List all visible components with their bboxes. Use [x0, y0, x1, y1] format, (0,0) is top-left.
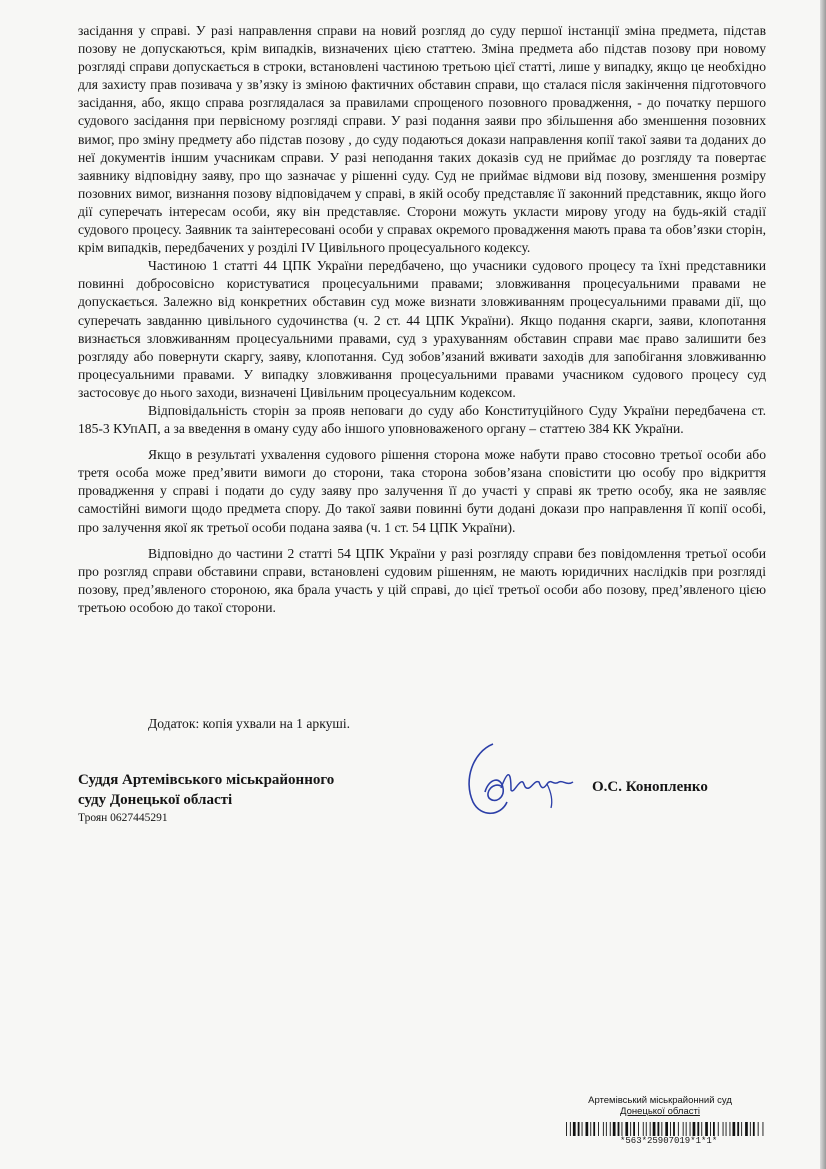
paragraph-4: Якщо в результаті ухвалення судового рішення сторона може набути право стосовно третьої особи або третя особа може пред’явити вимоги до сторони, така сторона зобов’язана сповістити цю особу про відкриття провадження у справі і подати до суду заяву про залучення її до участі у справі як третю особу, яка не заявляє самостійні вимоги щодо предмета спору. До такої заяви повинні бути додані докази про направлення її копії особі, про залучення якої як третьої особи подана заява (ч. 1 ст. 54 ЦПК України).	[78, 447, 766, 535]
paragraph-1: засідання у справі. У разі направлення справи на новий розгляд до суду першої інстанції зміна предмета, підстав позову не допускаються, крім випадків, визначених цією статтею. Зміна предмета або підстав позову при новому розгляді справи допускається в строки, встановлені частиною третьою цієї статті, лише у випадку, якщо це необхідно для захисту прав позивача у зв’язку із зміною фактичних обставин справи, що сталася після закінчення підготовчого засідання, або, якщо справа розглядалася за правилами спрощеного позовного провадження, - до початку першого судового засідання при первісному розгляді справи. У разі подання заяви про збільшення або зменшення позовних вимог, про зміну предмету або підстав позову , до суду подаються докази направлення копії такої заяви та доданих до неї документів іншим учасникам справи. У разі неподання таких доказів суд не приймає до розгляду та повертає заявнику відповідну заяву, про що зазначає у рішенні суду. Суд не приймає відмови від позову, зменшення розміру позовних вимог, визнання позову відповідачем у справі, в якій особу представляє її законний представник, якщо його дії суперечать інтересам особи, яку він представляє. Сторони можуть укласти мирову угоду на будь-якій стадії судового процесу. Заявник та заінтересовані особи у справах окремого провадження мають права та обов’язки сторін, крім випадків, передбачених у розділі IV Цивільного процесуального кодексу.	[78, 23, 766, 256]
paragraph-5: Відповідно до частини 2 статті 54 ЦПК України у разі розгляду справи без повідомлення третьої особи про розгляд справи обставини справи, встановлені судовим рішенням, не мають юридичних наслідків при розгляді позову, пред’явленого стороною, яка брала участь у цій справі, до цієї третьої особи або позову, пред’явленого цією третьою особою до такої сторони.	[78, 545, 766, 615]
document-body	[78, 22, 766, 617]
paragraph-2: Частиною 1 статті 44 ЦПК України передбачено, що учасники судового процесу та їхні представники повинні добросовісно користуватися процесуальними правами; зловживання процесуальними правами не допускається. Залежно від конкретних обставин суд може визнати зловживанням процесуальними правами дії, що суперечать завданню цивільного судочинства (ч. 2 ст. 44 ЦПК України). Якщо подання скарги, заяви, клопотання визнається зловживанням процесуальними правами, суд з урахуванням обставин справи має право залишити без розгляду або повернути скаргу, заяву, клопотання. Суд зобов’язаний вживати заходів для запобігання зловживанню процесуальними правами. У випадку зловживання процесуальними правами учасником судового процесу суд застосовує до нього заходи, визначені Цивільним процесуальним кодексом.	[78, 258, 766, 400]
clerk-contact: Троян 0627445291	[78, 812, 168, 824]
judge-name: О.С. Конопленко	[592, 779, 708, 795]
judge-title-line2: суду Донецької області	[78, 792, 233, 808]
barcode	[566, 1122, 766, 1136]
court-stamp	[560, 1095, 760, 1117]
attachment-note: Додаток: копія ухвали на 1 аркуші.	[148, 716, 351, 731]
signature-block	[78, 770, 334, 824]
scan-edge	[820, 0, 826, 1169]
paragraph-3: Відповідальність сторін за прояв неповаги до суду або Конституційного Суду України передбачена ст. 185-3 КУпАП, а за введення в оману суду або іншого уповноваженого органу – статтею 384 КК України.	[78, 402, 766, 437]
stamp-line2: Донецької області	[620, 1106, 700, 1117]
handwritten-signature	[455, 732, 580, 827]
barcode-number: *563*25907019*1*1*	[620, 1136, 718, 1146]
judge-title-line1: Суддя Артемівського міськрайонного	[78, 772, 335, 788]
stamp-line1: Артемівський міськрайонний суд	[588, 1095, 732, 1106]
